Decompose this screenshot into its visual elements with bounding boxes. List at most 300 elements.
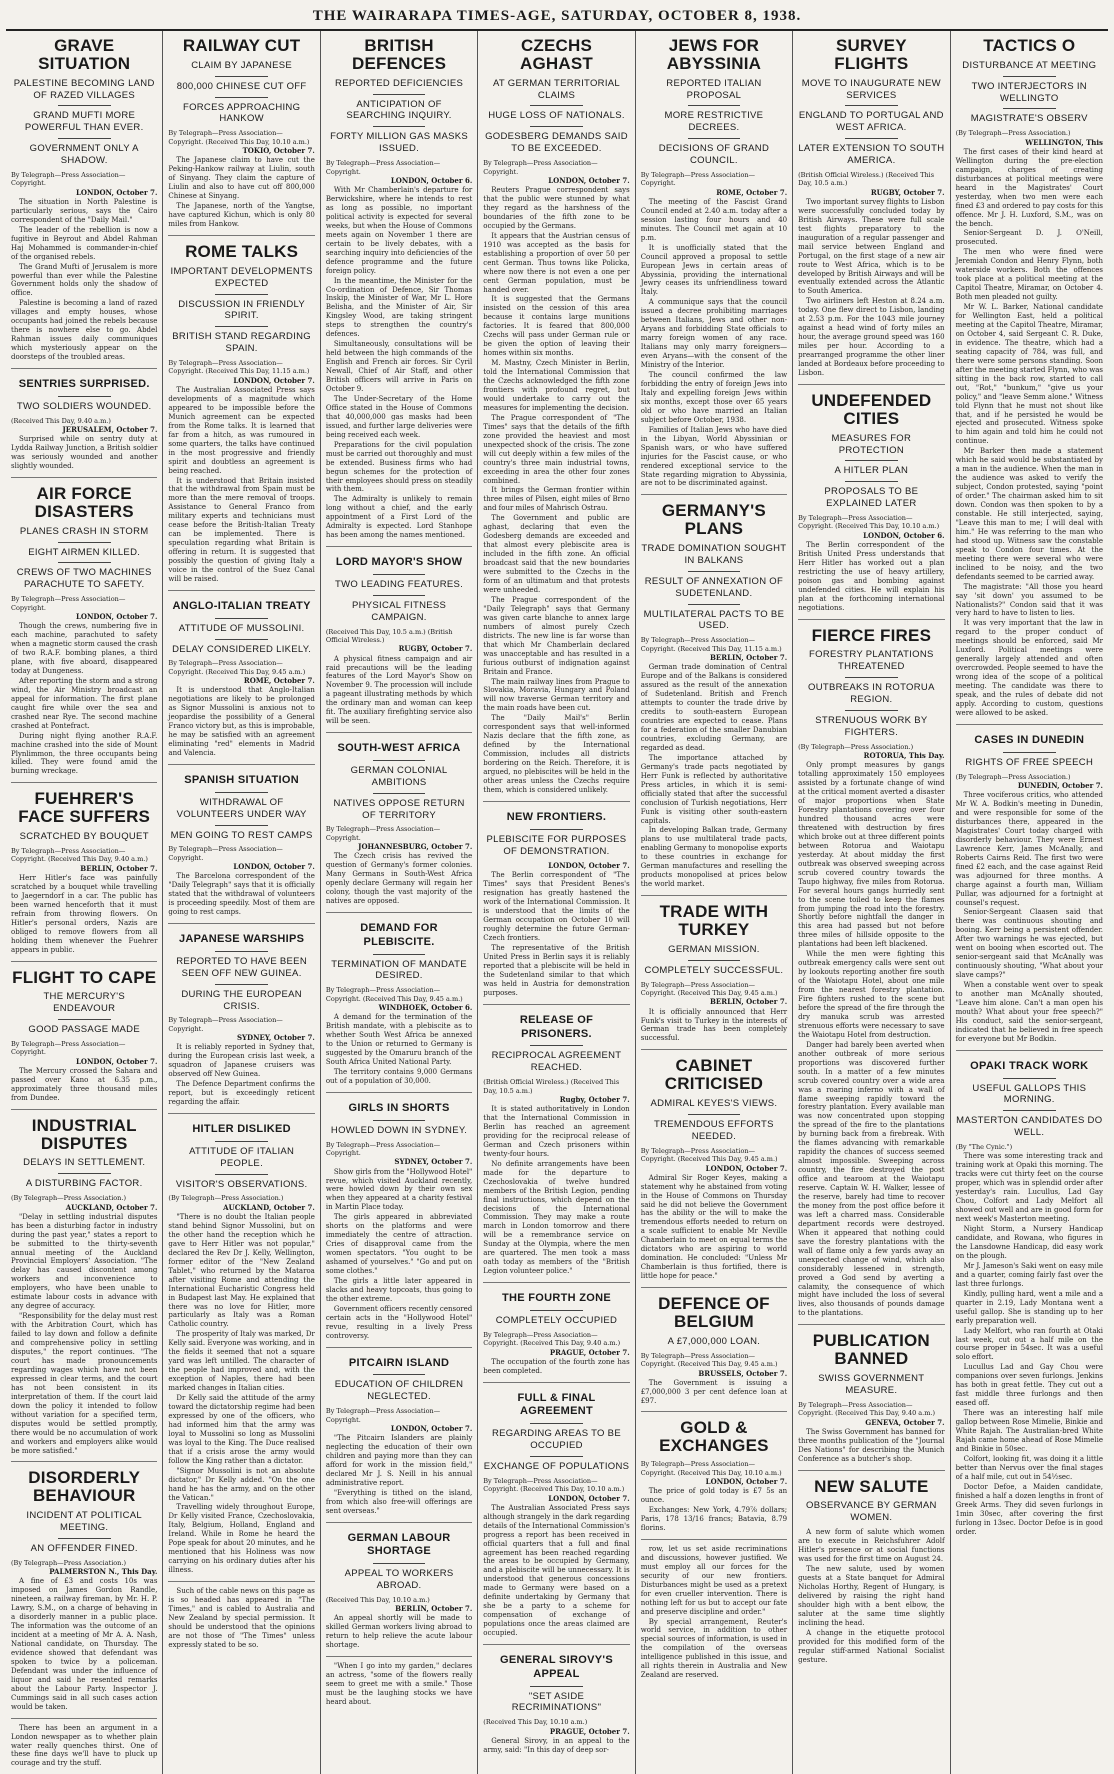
paragraph: Two important survey flights to Lisbon were successfully concluded today by British Airways. These were full scale test flights preparatory to the inauguration of a regular passenger and mail service between England and Portugal, on the first stage of a new air route to West Africa, which is to be developed by British Airways and will be eventually extended across the Atlantic to South America. [798, 197, 945, 296]
column-4 [478, 31, 635, 1774]
divider-rule [215, 825, 268, 826]
dateline [168, 1194, 314, 1212]
subheadline: MOVE TO INAUGURATE NEW SERVICES [801, 77, 941, 101]
article [326, 546, 472, 726]
article [168, 1113, 314, 1575]
dateline-credit: (Received This Day, 10.5 a.m.) (British Official Wireless.) [325, 627, 453, 645]
subheadline: TRADE DOMINATION SOUGHT IN BALKANS [641, 543, 787, 566]
divider-rule [373, 954, 426, 955]
subheadline: COMPLETELY SUCCESSFUL. [644, 964, 784, 976]
subheadline: REPORTED ITALIAN PROPOSAL [666, 77, 762, 101]
paragraph: General Sirovy, in an appeal to the army, said: "In this day of deep sor- [483, 1736, 630, 1754]
dateline-credit: By Telegraph—Press Association—Copyright. (Received This Day, 9.40 a.m.) [483, 1330, 621, 1348]
paragraph: Palestine is becoming a land of razed villages and empty houses, whose occupants had joined the rebels because there is nowhere else to go. Abdel Rahman issues daily communiques which mysteriously appear on the doorsteps of the troubled areas. [11, 299, 158, 362]
subheadline: 800,000 CHINESE CUT OFF [176, 80, 307, 92]
paragraph: The Swiss Government has banned for three months publication of the "Journal Des Nations" for describing the Munich Conference as a butcher's shop. [798, 1427, 945, 1463]
subheadline: OPAKI TRACK WORK [970, 1059, 1089, 1072]
paragraph: The main railway lines from Prague to Slovakia, Moravia, Hungary and Poland will now traverse German territory and the main roads have been cut. [483, 677, 630, 713]
divider-rule [58, 1019, 111, 1020]
article [798, 1324, 944, 1463]
paragraph: The "Daily Mail's" Berlin correspondent says that well-informed Nazis declare that the fifth zone, as defined by the International Commission, includes all districts bordering on the Reich. Therefore, it is argued, no plebiscites will be held in the other areas unless the Czechs require them, which is considered unlikely. [483, 714, 630, 794]
dateline [641, 636, 787, 662]
dateline-credit: (British Official Wireless.) (Received This Day, 10.5 a.m.) [483, 1078, 620, 1095]
paragraph: Night Storm, a Nursery Handicap candidate, and Rowana, who figures in the Lansdowne Handicap, did easy work on the plough. [955, 1225, 1103, 1260]
paragraph: Mr J. Jameson's Saki went on easy mile and a quarter, coming fairly fast over the last three furlongs. [955, 1261, 1103, 1288]
paragraph: "There is no doubt the Italian people stand behind Signor Mussolini, but on the other hand the reception which he gave to Herr Hitler was not popular," declared the Rev Dr J. Kelly, Wellington, former editor of the "New Zealand Tablet," who returned by the Mataroa after visiting Rome and attending the International Eucharistic Congress held in Budapest last May. He explained that there was no love for Hitler, more particularly as Italy was a Roman Catholic country. [168, 1212, 315, 1329]
dateline-credit: By Telegraph—Press Association—Copyright. (Received This Day, 10.10 a.m.) [168, 129, 310, 146]
subheadline: APPEAL TO WORKERS ABROAD. [344, 1568, 454, 1592]
paragraph: By special arrangement, Reuter's world service, in addition to other special sources of information, is used in the compilation of the overseas intelligence published in this issue, and all rights therein in Australia and New Zealand are reserved. [640, 1617, 788, 1680]
divider-rule [530, 126, 583, 127]
paragraph: Admiral Sir Roger Keyes, making a statement why he abstained from voting in the House of Commons on Thursday said he did not believe the Government has the ability or the will to make the tremendous efforts needed to return on a scale sufficient to enable Mr Neville Chamberlain to meet on equal terms the dictators who are aspiring to world domination. He concluded: "Unless Mr Chamberlain is thus fortified, there is little hope for peace." [640, 1173, 788, 1281]
paragraph: A fine of £3 and costs 10s was imposed on James Gordon Randle, nineteen, a railway fireman, by Mr. H. P. Lawry, S.M., on a charge of behaving in a disorderly manner in a public place. The information was the outcome of an incident at a meeting of Mr A. A. Nash, National candidate, on Thursday. The evidence showed that defendant was spoken to twice by a policeman. Defendant was under the influence of liquor and said he resented remarks about the Labour Party. Inspector J. Cummings said in all such cases action would be taken. [11, 1577, 158, 1711]
dateline [326, 159, 472, 185]
divider-rule [530, 1310, 583, 1311]
subheadline: GODESBERG DEMANDS SAID TO BE EXCEEDED. [485, 131, 628, 155]
dateline [956, 1143, 1103, 1151]
paragraph: It is understood that Britain insisted that the withdrawal from Spain must be more than the mere removal of troops. Assistance to General Franco from military experts and technicians must cease before the British-Italian Treaty can be implemented. There is speculation regarding what Britain is offering in return. It is suggested that possibly the question of giving Italy a voice in the control of the Suez Canal will be raised. [168, 476, 315, 584]
divider-rule [215, 326, 268, 327]
subheadline: MEN GOING TO REST CAMPS [170, 829, 313, 841]
article [11, 1109, 157, 1456]
paragraph: Two airliners left Heston at 8.24 a.m. today. One flew direct to Lisbon, landing at 2.53 p.m. For the 1043 mile journey against a head wind of forty miles an hour, the average ground speed was 160 miles per hour. According to a prearranged programme the other liner landed at Bordeaux before proceeding to Lisbon. [798, 297, 945, 378]
subheadline: FORESTRY PLANTATIONS THREATENED [809, 649, 934, 673]
article [641, 895, 787, 1043]
subheadline: DISTURBANCE AT MEETING [962, 59, 1097, 71]
article [326, 912, 472, 1086]
divider-rule [215, 76, 268, 77]
article [641, 37, 787, 488]
dateline-place: JOHANNESBURG, October 7. [358, 842, 473, 852]
masthead: THE WAIRARAPA TIMES-AGE, SATURDAY, OCTOBER 8, 1938. [6, 6, 1108, 31]
divider-rule [845, 105, 898, 106]
paragraph: The Japanese claim to have cut the Peking-Hankow railway at Liulin, south of Sinyang. They claim the capture of Liulin and also to have cut off 800,000 Chinese at Sinyang. [168, 156, 315, 201]
paragraph: Senior-Sergeant D. J. O'Neill, prosecuted. [955, 229, 1103, 247]
subheadline: STRENUOUS WORK BY FIGHTERS. [815, 714, 928, 738]
paragraph: It is understood that Anglo-Italian negotiations are likely to be prolonged as Signor Mussolini is anxious not to jeopardise the possibility of a General Franco victory but, as this is improbable, he may be satisfied with an agreement eliminating "red" elements in Madrid and Valencia. [168, 686, 315, 758]
subheadline: CASES IN DUNEDIN [974, 733, 1085, 746]
paragraph: A new form of salute which women are to execute in Reichsfuhrer Adolf Hitler's presence or at social functions was used for the first time on August 24. [798, 1528, 945, 1564]
divider-rule [1003, 76, 1056, 77]
dateline-place: LONDON, October 7. [548, 861, 630, 871]
paragraph: Travelling widely throughout Europe, Dr Kelly visited France, Czechoslovakia, Italy, Belgium, Holland, England and Ireland. While in Rome he heard the Pope speak for about 20 minutes, and he mentioned that his Holiness was now carrying on his ordinary duties after his illness. [168, 1503, 315, 1575]
subheadline: INCIDENT AT POLITICAL MEETING. [26, 1510, 142, 1534]
dateline-credit: (By Telegraph—Press Association.) [168, 1194, 284, 1203]
paragraph: The price of gold today is £7 5s an ounce. [640, 1487, 788, 1505]
paragraph: A change in the etiquette protocol provided for this modified form of the regular stiff-armed National Socialist gesture. [798, 1628, 945, 1664]
paragraph: The first cases of their kind heard at Wellington during the pre-election campaign, charges of creating disturbances at political meetings were heard in the Magistrates' Court yesterday, when two men were each fined £3 and ordered to pay costs for this offence. Mr J. H. Luxford, S.M., was on the bench. [955, 147, 1103, 228]
article [11, 782, 157, 954]
article [483, 1644, 629, 1755]
article [641, 1049, 787, 1281]
dateline-credit: (By Telegraph—Press Association.) [955, 129, 1071, 138]
paragraph: The Government is issuing a £7,000,000 3 per cent defence loan at £97. [640, 1378, 788, 1405]
dateline [168, 129, 314, 155]
paragraph: The Prague correspondent of the "Daily Telegraph" says that Germany was given carte blanche to annex large numbers of almost purely Czech districts. The new line is far worse than that which Mr Chamberlain declared was unacceptable and has resulted in a furious outburst of indignation against Britain and France. [483, 595, 630, 676]
dateline-place: RUGBY, October 7. [398, 644, 473, 654]
paragraph: Senior-Sergeant Claasen said that there was continuous shouting and booing. Kerr being a persistent offender. After two warnings he was ejected, but went on booing when escorted out. The senior-sergeant said that McAnally was continuously shouting, "What about your slave camps?" [955, 908, 1103, 980]
paragraph: Mr Barker then made a statement which he said would be substantiated by a man in the audience. When the man in the audience was asked to verify the subject, Condon protested, saying "point of order." The chairman asked him to sit down. Condon was then spoken to by a constable. He still interjected, saying, "Leave this man to me; I will deal with him." He was referring to the man who had stood up. Witness saw the constable speak to Condon four times. At the meeting there were several who were inclined to be noisy, and the two defendants seemed to be carried away. [955, 447, 1103, 581]
dateline-place: BERLIN, October 7. [395, 1604, 473, 1614]
article [483, 1382, 629, 1638]
paragraph: There was some interesting track and training work at Opaki this morning. The tracks were cut thirty feet on the course proper, which was in splendid order after yesterday's rain. Lucullus, Lad Gay Chou, Colfort and Lady Melfort all showed out well and are in good form for next week's Masterton meeting. [955, 1152, 1103, 1224]
headline: PUBLICATION BANNED [812, 1331, 930, 1369]
subheadline: USEFUL GALLOPS THIS MORNING. [972, 1082, 1087, 1106]
article [956, 724, 1103, 1044]
subheadline: TERMINATION OF MANDATE DESIRED. [331, 958, 467, 982]
subheadline: REPORTED DEFICIENCIES [335, 77, 464, 89]
article [641, 494, 787, 889]
paragraph: In the meantime, the Minister for the Co-ordination of Defence, Sir Thomas Inskip, the Minister of War, Mr L. Hore Belisha, and the Minister of Air, Sir Kingsley Wood, are taking stringent steps to strengthen the country's defences. [325, 276, 473, 339]
divider-rule [845, 460, 898, 461]
dateline-credit: By Telegraph—Press Association—Copyright. (Received This Day, 11.15 a.m.) [168, 359, 310, 376]
subheadline: SWISS GOVERNMENT MEASURE. [818, 1373, 925, 1396]
headline: AIR FORCE DISASTERS [34, 484, 134, 521]
dateline-place: TOKIO, October 7. [242, 146, 315, 156]
paragraph: "Delay in settling industrial disputes has been a disturbing factor in industry during the past year," states a report to be submitted to the thirty-seventh annual meeting of the Auckland Provincial Employers' Association. "The delay has caused discontent among workers and inconvenience to employers, who have been unable to estimate labour costs in advance with any degree of accuracy. [11, 1212, 158, 1311]
paragraph: There was an interesting half mile gallop between Rose Mimelie, Binkie and White Rajah. The Australian-bred White Rajah came home ahead of Rose Mimelie and Binkie in 50sec. [955, 1409, 1103, 1453]
divider-rule [530, 1686, 583, 1687]
article [168, 235, 314, 584]
paragraph: row, let us set aside recriminations and discussions, however justified. We must employ all our forces for the security of our new frontiers. Disturbances might be used as a pretext for even crueller intervention. There is nothing left for us but to accept our fate and preserve discipline and order." [640, 1544, 788, 1616]
subheadline: HUGE LOSS OF NATIONALS. [488, 110, 625, 122]
divider-rule [1003, 752, 1056, 753]
subheadline: GERMAN LABOUR SHORTAGE [347, 1531, 451, 1558]
article [798, 619, 944, 1319]
divider-rule [1003, 1078, 1056, 1079]
divider-rule [215, 1141, 268, 1142]
dateline-place: LONDON, October 7. [75, 187, 158, 197]
dateline-place: LONDON, October 7. [75, 612, 158, 622]
article [798, 1470, 944, 1665]
divider-rule [688, 105, 741, 106]
subheadline: SCRATCHED BY BOUQUET [19, 831, 149, 843]
paragraph: The territory contains 9,000 Germans out of a population of 30,000. [325, 1068, 473, 1085]
divider-rule [1003, 1110, 1056, 1111]
divider-rule [845, 481, 898, 482]
subheadline: TWO SOLDIERS WOUNDED. [16, 400, 152, 412]
paragraph: When a constable went over to speak to another man McAnally shouted, "Leave him alone. Can't a man open his mouth? What about your free speech?" His conduct, said the senior-sergeant, indicated that he believed in free speech for everyone but Mr Bodkin. [955, 981, 1103, 1043]
subheadline: BRITISH STAND REGARDING SPAIN. [172, 331, 311, 355]
article [11, 477, 157, 776]
paragraph: Reuters Prague correspondent says that the public were stunned by what they regard as the harshness of the boundaries of the fifth zone to be occupied by the Germans. [483, 186, 630, 230]
divider-rule [215, 1174, 268, 1175]
divider-rule [530, 105, 583, 106]
dateline-place: PRAGUE, October 7. [549, 1726, 630, 1736]
divider-rule [58, 1538, 111, 1539]
dateline-credit: By Telegraph—Press Association—Copyright. [168, 845, 283, 862]
subheadline: DEMAND FOR PLEBISCITE. [360, 922, 438, 948]
dateline [11, 417, 157, 435]
dateline-place: LONDON, October 6. [863, 530, 945, 540]
paragraph: Government officers recently censored certain acts in the "Hollywood Hotel" revue, resulting in a lively Press controversy. [325, 1304, 473, 1340]
dateline [11, 595, 157, 621]
article [11, 961, 157, 1103]
paragraph: Preparations for the civil population must be carried out thoroughly and must be extended. Business firms who had begun schemes for the protection of their employees should press on steadily with them. [325, 440, 473, 494]
dateline-credit: By Telegraph—Press Association—Copyright. [325, 159, 441, 176]
divider-rule [530, 1423, 583, 1424]
subheadline: THE MERCURY'S ENDEAVOUR [43, 991, 125, 1015]
dateline-credit: By Telegraph—Press Association—Copyright. (Received This Day, 9.45 a.m.) [640, 1146, 778, 1164]
paragraph: "Everything is tithed on the island, from which also free-will offerings are sent overseas." [325, 1488, 473, 1515]
paragraph: The magistrate: "All those you heard say 'sit down' you assumed to be Nationalists?" Condon said that it was very hard to have to listen to lies. [955, 582, 1103, 618]
divider-rule [58, 1173, 111, 1174]
paragraph: Families of Italian Jews who have died in the Libyan, World Abyssinian or Spanish wars, or who have suffered injuries for the Fascist cause, or who rendered exceptional service to the State regarding migration to Abyssinia, are not to be discriminated against. [640, 425, 788, 488]
subheadline: PALESTINE BECOMING LAND OF RAZED VILLAGES [13, 77, 155, 101]
paragraph: Mr W. L. Barker, National candidate for Wellington East, held a political meeting at the Capitol Theatre, Miramar, on October 4, said Sergeant C. R. Duke, in evidence. The theatre, which had a seating capacity of 784, was full, and there were some persons standing. Soon after the meeting started Flynn, who was sitting in the back row, started to call out, "Rot," "bunkum," "give us your policy," and "leave Semm alone." Witness told Flynn that he must not shout like that, and if he persisted he would be ejected and prosecuted. Witness spoke to him again and told him he could not continue. [955, 303, 1103, 446]
paragraph: The girls appeared in abbreviated shorts on the platforms and were immediately the centre of attraction. Cries of disapproval came from the women spectators. "You ought to be ashamed of yourselves." "Go and put on some clothes." [325, 1213, 473, 1276]
subheadline: GERMAN MISSION. [668, 943, 760, 955]
paragraph: The leader of the rebellion is now a fugitive in Beyrout and Abdel Rahman Haj Mohammed is commander-in-chief of the organised rebels. [11, 225, 158, 261]
article [483, 37, 629, 795]
paragraph: Lucullus Lad and Gay Chou were companions over seven furlongs. Jenkins has both in great fettle. They cut out a fast middle three furlongs and then eased off. [955, 1363, 1103, 1408]
article [641, 1287, 787, 1405]
subheadline: REPORTED TO HAVE BEEN SEEN OFF NEW GUINEA. [176, 955, 307, 979]
subheadline: RELEASE OF PRISONERS. [519, 1013, 594, 1040]
article [11, 368, 157, 471]
dateline [168, 845, 314, 871]
dateline-place: SYDNEY, October 7. [394, 1157, 473, 1167]
subheadline: TREMENDOUS EFFORTS NEEDED. [654, 1118, 774, 1142]
headline: GOLD & EXCHANGES [659, 1418, 769, 1456]
subheadline: ATTITUDE OF MUSSOLINI. [178, 622, 305, 634]
paragraph: In developing Balkan trade, Germany plans to use multilateral trade pacts, enabling Germany to monopolise exports to these countries in exchange for German manufactures and reselling the products monopolised at prices below the world market. [640, 826, 788, 889]
dateline-credit: (Received This Day, 10.10 a.m.) [325, 1595, 430, 1604]
paragraph: There has been an argument in a London newspaper as to whether plain water really quenches thirst. One of these fine days we'll have to pluck up courage and try the stuff. [11, 1723, 158, 1768]
divider-rule [845, 710, 898, 711]
article [11, 1718, 157, 1769]
headline: DEFENCE OF BELGIUM [658, 1294, 770, 1331]
dateline-place: LONDON, October 7. [390, 1424, 473, 1434]
subheadline: TWO LEADING FEATURES. [335, 578, 464, 590]
dateline [483, 1078, 629, 1104]
divider-rule [215, 984, 268, 985]
headline: INDUSTRIAL DISPUTES [31, 1115, 137, 1153]
dateline [641, 1352, 787, 1378]
subheadline: SOUTH-WEST AFRICA [337, 742, 461, 755]
paragraph: "When I go into my garden," declares an actress, "some of the flowers really seem to greet me with a smile." Those must be the laughing stocks we have heard about. [325, 1662, 473, 1707]
subheadline: ANGLO-ITALIAN TREATY [172, 599, 311, 612]
dateline [641, 1147, 787, 1173]
dateline-credit: By Telegraph—Press Association—Copyright. (Received This Day, 9.45 a.m.) [168, 659, 306, 676]
subheadline: MEASURES FOR PROTECTION [831, 432, 912, 456]
headline: BRITISH DEFENCES [351, 36, 447, 73]
subheadline: PLANES CRASH IN STORM [19, 525, 149, 537]
column-2 [163, 31, 320, 1774]
article [956, 37, 1103, 718]
article [641, 1411, 787, 1532]
divider-rule [373, 1374, 426, 1375]
dateline [798, 1401, 944, 1427]
article [326, 732, 472, 906]
dateline [168, 1016, 314, 1042]
subheadline: RESULT OF ANNEXATION OF SUDETENLAND. [644, 575, 784, 599]
article [168, 37, 314, 229]
paragraph: It was very important that the law in regard to the proper conduct of meetings should be enforced, said Mr Luxford. Political meetings were generally largely attended and often overcrowded. People seemed to have the wrong idea of the scope of a political meeting. The candidate was there to speak, and the rules of debate did not apply. According to custom, questions were allowed to be asked. [955, 619, 1103, 717]
headline: ROME TALKS [185, 241, 299, 261]
dateline-credit: By Telegraph—Press Association—Copyright. (Received This Day, 11.15 a.m.) [640, 636, 782, 653]
dateline-credit: (By "The Cynic.") [955, 1143, 1013, 1152]
paragraph: It is unofficially stated that the Council approved a proposal to settle European Jews in certain areas of Abyssinia, providing the international Jewry ceases its unfriendliness toward Italy. [640, 243, 788, 297]
dateline-place: BERLIN, October 7. [710, 997, 788, 1007]
dateline-place: LONDON, October 7. [548, 175, 630, 185]
subheadline: ADMIRAL KEYES'S VIEWS. [650, 1098, 778, 1110]
dateline-credit: By Telegraph—Press Association—Copyright. [11, 1039, 126, 1057]
dateline [326, 1596, 472, 1614]
paragraph: The Prague correspondent of "The Times" says that the details of the fifth zone provided the heaviest and most unexpected shock of the crisis. The zone will cut deeply within a few miles of the country's three main industrial towns, exceeding in area the other four zones combined. [483, 413, 630, 485]
divider-rule [688, 604, 741, 605]
dateline-credit: By Telegraph—Press Association—Copyright. (Received This Day, 9.45 a.m.) [640, 980, 778, 998]
paragraph: The meeting of the Fascist Grand Council ended at 2.40 a.m. today after a session lasting four hours and 40 minutes. The Council met again at 10 p.m. [640, 197, 788, 242]
paragraph: It is officially announced that Herr Funk's visit to Turkey in the interests of German trade has been completely successful. [640, 1007, 788, 1043]
divider-rule [58, 542, 111, 543]
subheadline: NATIVES OPPOSE RETURN OF TERRITORY [333, 797, 465, 821]
paragraph: The Defence Department confirms the report, but is exceedingly reticent regarding the affair. [168, 1080, 315, 1107]
paragraph: It brings the German frontier within three miles of Pilsen, eight miles of Brno and four miles of Mahrisch Ostrau. [483, 486, 630, 513]
paragraph: The Under-Secretary of the Home Office stated in the House of Commons that 40,000,000 gas masks had been issued, and further large deliveries were being received each week. [325, 394, 473, 439]
article [168, 1581, 314, 1650]
article [168, 764, 314, 917]
divider-rule [373, 793, 426, 794]
dateline-place: RUGBY, October 7. [870, 187, 945, 197]
dateline [483, 1718, 629, 1736]
subheadline: HOWLED DOWN IN SYDNEY. [330, 1124, 468, 1136]
dateline-credit: By Telegraph—Press Association—Copyright. [325, 825, 441, 842]
subheadline: PLEBISCITE FOR PURPOSES OF DEMONSTRATION. [486, 833, 627, 857]
subheadline: IMPORTANT DEVELOPMENTS EXPECTED [170, 265, 313, 289]
divider-rule [845, 138, 898, 139]
dateline [11, 847, 157, 873]
column-6 [793, 31, 950, 1774]
paragraph: The Australian Associated Press says developments of a magnitude which appeared to be impossible before the Munich agreement can be expected from the Rome talks. It is learned that far from a hitch, as was rumoured in some quarters, the talks have continued in the most progressive and friendly spirit and doubtless an agreement is being reached. [168, 386, 315, 475]
article [483, 801, 629, 998]
paragraph: Danger had barely been averted when another outbreak of more serious proportions was discovered further south. In a matter of a few minutes scrub covered country over a wide area was a roaring inferno with a wall of flame sweeping rapidly toward the forestry plantation. Every available man was now concentrated upon stopping the spread of the fire to the plantations by burning back from a firebreak. With the flames advancing with remarkable rapidity the chances of success seemed almost impossible. Sweeping across country, the fire destroyed the post office and tearoom at the Waiotapu reserve. Captain W. H. Walker, lessee of the reserve, barely had time to recover the money from the post office before it was left a charred mass. Considerable department records were destroyed. When it appeared that nothing could save the forestry plantations with the wall of flame only a few yards away an unexpected change of wind, which also considerably lessened in strength, proved a God send by averting a calamity, the consequence of which might have included the loss of several lives, also thousands of pounds damage to the plantations. [798, 1040, 945, 1318]
subheadline: A £7,000,000 LOAN. [667, 1335, 761, 1347]
paragraph: The Czech crisis has revived the question of Germany's former colonies. Many Germans in South-West Africa openly declare Germany will regain her colony, though the vast majority of the natives are opposed. [325, 852, 473, 906]
headline: JEWS FOR ABYSSINIA [666, 36, 762, 73]
dateline-place: ROME, October 7. [243, 676, 315, 686]
subheadline: GOOD PASSAGE MADE [28, 1024, 140, 1036]
paragraph: Kindly, pulling hard, went a mile and a quarter in 2.19, Lady Montana went a useful gallop. She is standing up to her early preparation well. [955, 1289, 1103, 1325]
paragraph: No definite arrangements have been made for the departure to Czechoslovakia of twelve hundred members of the British Legion, pending final instructions, which depend on the decisions of the International Commission. They may make a route march in London tomorrow and there will be a remembrance service on Sunday at the Olympia, where the men are quartered. The men took a mass oath today as members of the "British Legion volunteer police." [483, 1159, 630, 1276]
subheadline: MULTILATERAL PACTS TO BE USED. [643, 608, 785, 632]
divider-rule [58, 105, 111, 106]
paragraph: After reporting the storm and a strong wind, the Air Ministry broadcast an appeal for information. The first plane caught fire while over the sea and crashed near Rye. The second machine crashed at Pontefract. [11, 676, 158, 730]
subheadline: LORD MAYOR'S SHOW [335, 556, 463, 569]
subheadline: VISITOR'S OBSERVATIONS. [175, 1178, 308, 1190]
subheadline: DISCUSSION IN FRIENDLY SPIRIT. [178, 298, 306, 322]
headline: FLIGHT TO CAPE [12, 967, 157, 987]
headline: FUEHRER'S FACE SUFFERS [18, 789, 151, 827]
subheadline: FORCES APPROACHING HANKOW [182, 101, 301, 125]
headline: TACTICS O [983, 36, 1076, 55]
paragraph: Dr Kelly said the attitude of the army toward the dictatorship regime had been expressed by one of the officers, who had informed him that the army was loyal to Mussolini so long as Mussolini was loyal to the King. The Duce realised that if a crisis arose the army would follow the King rather than a dictator. [168, 1394, 315, 1465]
paragraph: The Grand Mufti of Jerusalem is more powerful than ever while the Palestine Government holds only the shadow of office. [11, 262, 158, 298]
dateline-place: SYDNEY, October 7. [236, 1033, 315, 1043]
dateline-credit: By Telegraph—Press Association—Copyright. [640, 170, 756, 188]
divider-rule [688, 571, 741, 572]
subheadline: GIRLS IN SHORTS [348, 1101, 450, 1114]
dateline-place: WINDHOEK, October 6. [378, 1003, 473, 1013]
paragraph: The Japanese, north of the Yangtse, have captured Kichun, which is only 80 miles from Hankow. [168, 202, 315, 228]
article [326, 1347, 472, 1516]
subheadline: CREWS OF TWO MACHINES PARACHUTE TO SAFETY. [16, 567, 152, 591]
paragraph: The new salute, used by women guests at a State banquet for Admiral Nicholas Horthy, Regent of Hungary, is delivered by raising the right hand shoulder high with a bent elbow, the saluter at the same time slightly inclining the head. [798, 1564, 945, 1627]
dateline-place: LONDON, October 7. [233, 862, 315, 872]
dateline-place: BERLIN, October 7. [80, 863, 158, 873]
dateline-credit: By Telegraph—Press Association—Copyright. [483, 159, 598, 176]
divider-rule [373, 94, 426, 95]
paragraph: The occupation of the fourth zone has been completed. [483, 1357, 630, 1375]
dateline [326, 628, 472, 654]
divider-rule [58, 396, 111, 397]
dateline-credit: (Received This Day, 10.10 a.m.) [483, 1718, 588, 1727]
divider-rule [373, 1120, 426, 1121]
columns [6, 31, 1108, 1768]
paragraph: It is stated authoritatively in London that the International Commission in Berlin has reached an agreement providing for the reciprocal release of German and Czech prisoners within twenty-four hours. [483, 1105, 630, 1158]
dateline-credit: By Telegraph—Press Association—Copyright. (Received This Day, 10.10 a.m.) [640, 1460, 782, 1477]
dateline [11, 1040, 157, 1066]
article [798, 384, 944, 613]
paragraph: Colfort, looking fit, was doing it a little better than Nervus over the final stages of a half mile, cut out in 54½sec. [955, 1454, 1103, 1481]
dateline [483, 1331, 629, 1357]
dateline-credit: By Telegraph—Press Association—Copyright. [325, 1140, 441, 1158]
paragraph: A communique says that the council issued a decree prohibiting marriages between Italians, Jews and other non-Aryans and forbidding State officials to marry foreign women of any race. Italians may only marry foreigners—even Aryans—with the consent of the Ministry of the Interior. [640, 298, 788, 370]
subheadline: OUTBREAKS IN ROTORUA REGION. [808, 682, 935, 706]
dateline-credit: (By Telegraph—Press Association.) [798, 742, 914, 751]
paragraph: A demand for the termination of the British mandate, with a plebiscite as to whether South West Africa be annexed to the Union or returned to Germany is suggested by the Omaruru branch of the South Africa United National Party. [325, 1013, 473, 1067]
subheadline: A DISTURBING FACTOR. [25, 1178, 143, 1190]
subheadline: WITHDRAWAL OF VOLUNTEERS UNDER WAY [176, 796, 307, 820]
dateline [641, 1460, 787, 1486]
dateline-place: BERLIN, October 7. [710, 653, 788, 663]
divider-rule [373, 760, 426, 761]
subheadline: HITLER DISLIKED [192, 1123, 291, 1136]
subheadline: GRAND MUFTI MORE POWERFUL THAN EVER. [24, 110, 144, 134]
subheadline: EDUCATION OF CHILDREN NEGLECTED. [334, 1379, 464, 1403]
article [326, 1656, 472, 1707]
divider-rule [215, 951, 268, 952]
dateline-credit: By Telegraph—Press Association—Copyright. (Received This Day, 9.40 a.m.) [11, 846, 148, 864]
subheadline: ANTICIPATION OF SEARCHING INQUIRY. [346, 98, 452, 122]
subheadline: LATER EXTENSION TO SOUTH AMERICA. [798, 143, 945, 167]
dateline-credit: (By Telegraph—Press Association.) [955, 772, 1071, 781]
paragraph: The Berlin correspondent of "The Times" says that President Benes's resignation has greatly hastened the work of the International Commission. It is understood that the limits of the German occupation on October 10 will roughly determine the future German-Czech frontiers. [483, 871, 630, 943]
dateline-place: LONDON, October 7. [548, 1493, 630, 1503]
divider-rule [688, 960, 741, 961]
dateline-credit: (British Official Wireless.) (Received This Day, 10.5 a.m.) [798, 170, 935, 188]
paragraph: The Australian Associated Press says although strangely in the dark regarding details of the International Commission's progress a report has been received in official quarters that a full and final agreement has been reached regarding the areas to be occupied by Germany, and a plebiscite will be unnecessary. It is understood that generous concessions made to Germany were based on a definite undertaking by Germany that she be a party to a scheme for compensation of exchange of populations once the areas claimed are occupied. [483, 1503, 630, 1638]
dateline-credit: By Telegraph—Press Association—Copyright. [325, 1407, 441, 1424]
dateline-place: Rugby, October 7. [559, 1094, 630, 1104]
paragraph: "The Pitcairn Islanders are plainly neglecting the education of their own children and paying more than they can afford for work in the mission field," declared Mr J. S. Neill in his annual administrative report. [325, 1434, 473, 1487]
paragraph: German trade domination of Central Europe and of the Balkans is considered assured as the result of the annexation of Sudetenland. British and French attempts to counter the trade drive by credits to south-eastern European countries are expected to cease. Plans for a federation of the smaller Danubian countries, excluding Germany, are regarded as dead. [640, 663, 788, 752]
subheadline: GERMAN COLONIAL AMBITIONS [350, 764, 448, 788]
dateline [483, 861, 629, 870]
dateline [483, 1477, 629, 1503]
dateline [11, 171, 157, 197]
divider-rule [688, 1114, 741, 1115]
dateline-place: ROME, October 7. [716, 187, 788, 197]
subheadline: OBSERVANCE BY GERMAN WOMEN. [806, 1500, 937, 1524]
subheadline: THE FOURTH ZONE [501, 1292, 611, 1305]
paragraph: Surprised while on sentry duty at Lydda Railway Junction, a British soldier was seriously wounded and another slightly wounded. [11, 435, 158, 471]
paragraph: Three vociferous critics, who attended Mr W. A. Bodkin's meeting in Dunedin, and were responsible for some of the disturbances there, appeared in the Magistrates' Court today charged with disorderly behaviour. They were Ernest Lawrence Kerr, James McAnally, and Roberts Cairns Reid. The first two were fined £2 each, and the case against Reid was adjourned for three months. A charge against a fourth man, William Pullar, was adjourned for a fortnight at counsel's request. [955, 791, 1103, 907]
article [168, 590, 314, 758]
paragraph: Doctor Defoe, a Maiden candidate, finished a half a dozen lengths in front of Greek Arms. They did seven furlongs in 1min 30sec, after covering the first furlong in 13sec. Doctor Defoe is in good order. [955, 1482, 1103, 1536]
headline: NEW SALUTE [814, 1476, 929, 1496]
paragraph: The Admiralty is unlikely to remain long without a chief, and the early appointment of a First Lord of the Admiralty is expected. Lord Stanhope has been among the names mentioned. [325, 495, 473, 540]
